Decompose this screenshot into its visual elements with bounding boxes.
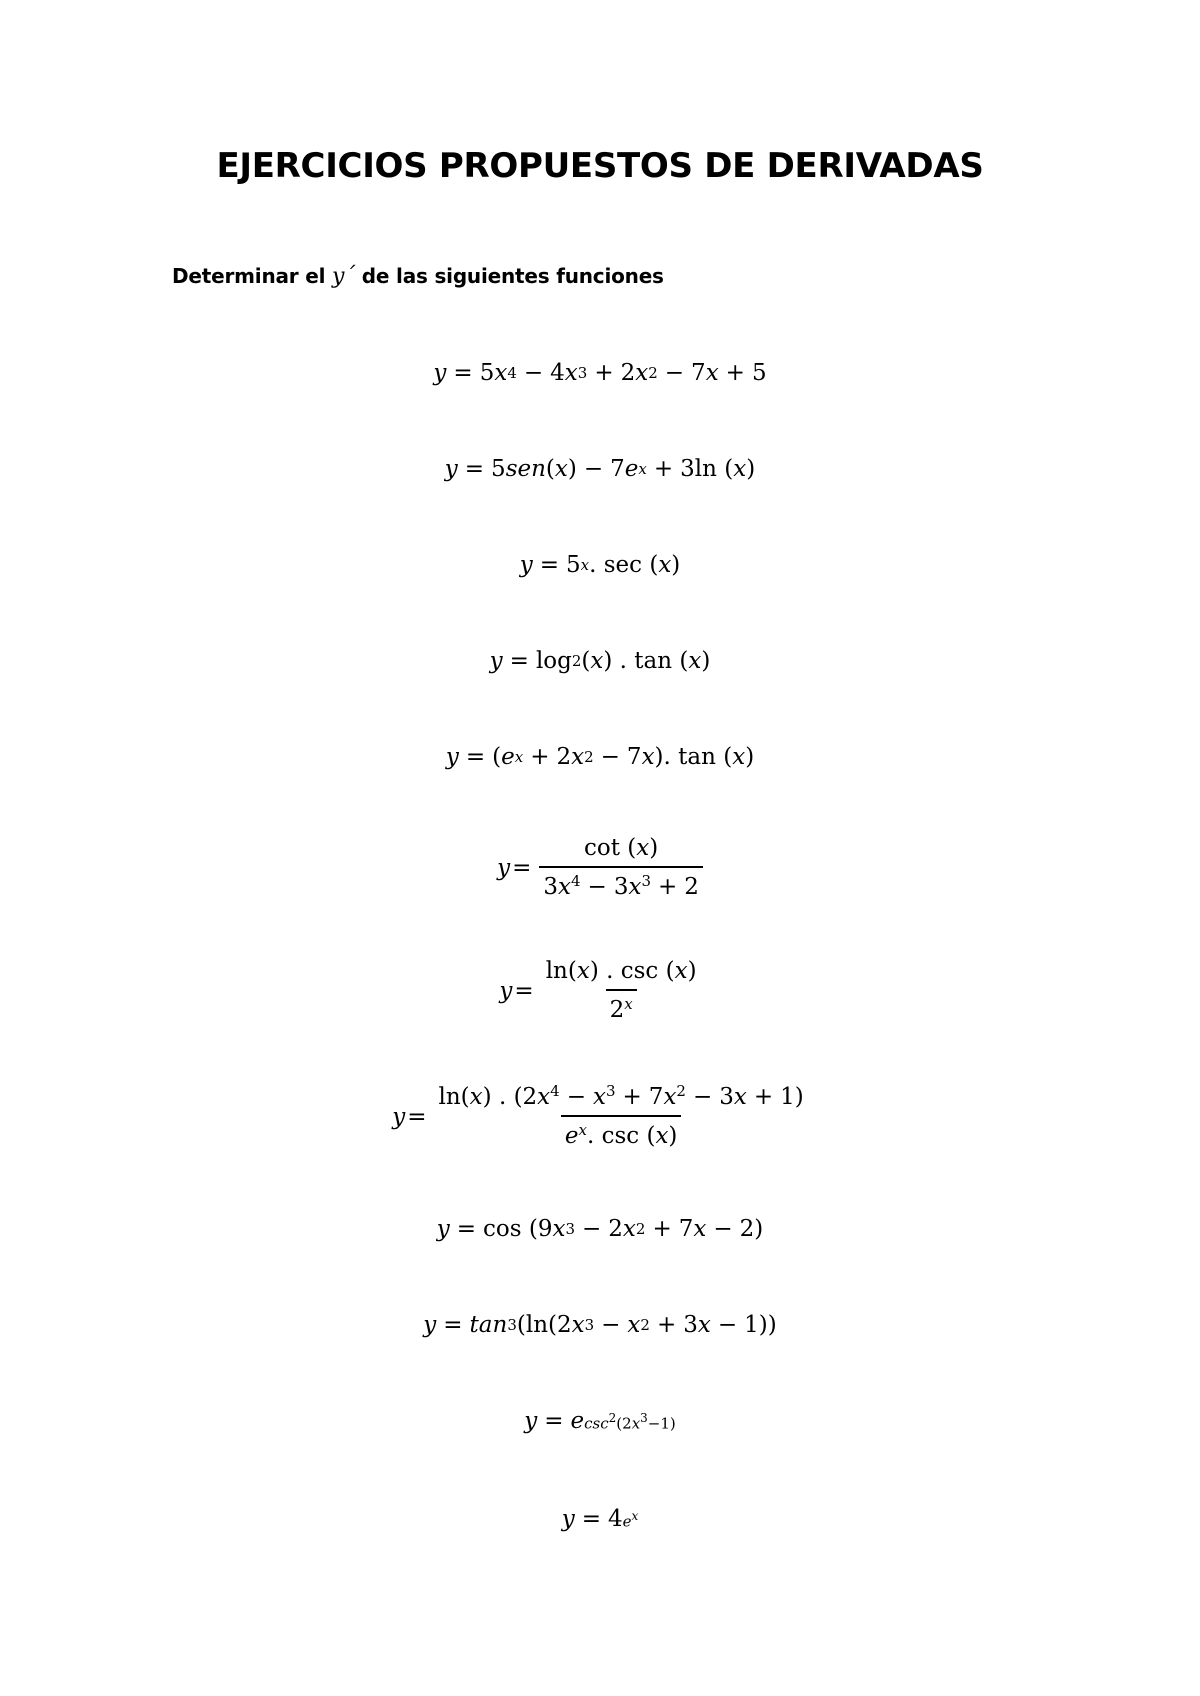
equation-8: y = $\frac{\ln(x) . (2x^4 - x^3 + 7x^2 - 3x + 1)}{e^x. \csc (x)}$ — [392, 1081, 804, 1149]
instruction-before: Determinar el — [172, 264, 326, 288]
equation-3: y = 5 x . sec ( x ) — [519, 552, 681, 578]
equation-7: y = $\frac{\ln(x) . \csc (x)}{2^x}$ — [499, 958, 697, 1023]
equation-2: y = 5 sen ( x ) − 7 e x + 3ln ( x ) — [444, 456, 756, 482]
equation-9: y = cos (9 x 3 − 2 x 2 + 7 x − 2) — [436, 1216, 764, 1242]
equation-12: y = 4 $e^x$ — [561, 1506, 639, 1532]
equation-11: y = e $\csc^2(2x^3-1)$ — [524, 1408, 676, 1434]
instruction-after: de las siguientes funciones — [361, 264, 664, 288]
instruction-variable: y´ — [332, 264, 356, 289]
instruction-text — [172, 262, 664, 291]
page-title: EJERCICIOS PROPUESTOS DE DERIVADAS — [216, 146, 984, 186]
equation-5: y = ( e x + 2 x 2 − 7 x ). tan ( x ) — [445, 744, 755, 770]
equation-1: y = 5 x 4 − 4 x 3 + 2 x 2 − 7 x + 5 — [433, 360, 767, 386]
equation-10: y = tan 3 (ln(2 x 3 − x 2 + 3 x − 1)) — [423, 1312, 777, 1338]
equation-6: y = $\frac{\cot (x)}{3x^4 - 3x^3 + 2}$ — [0, 833, 1200, 902]
equation-4: y = log 2 ( x ) . tan ( x ) — [489, 648, 711, 674]
